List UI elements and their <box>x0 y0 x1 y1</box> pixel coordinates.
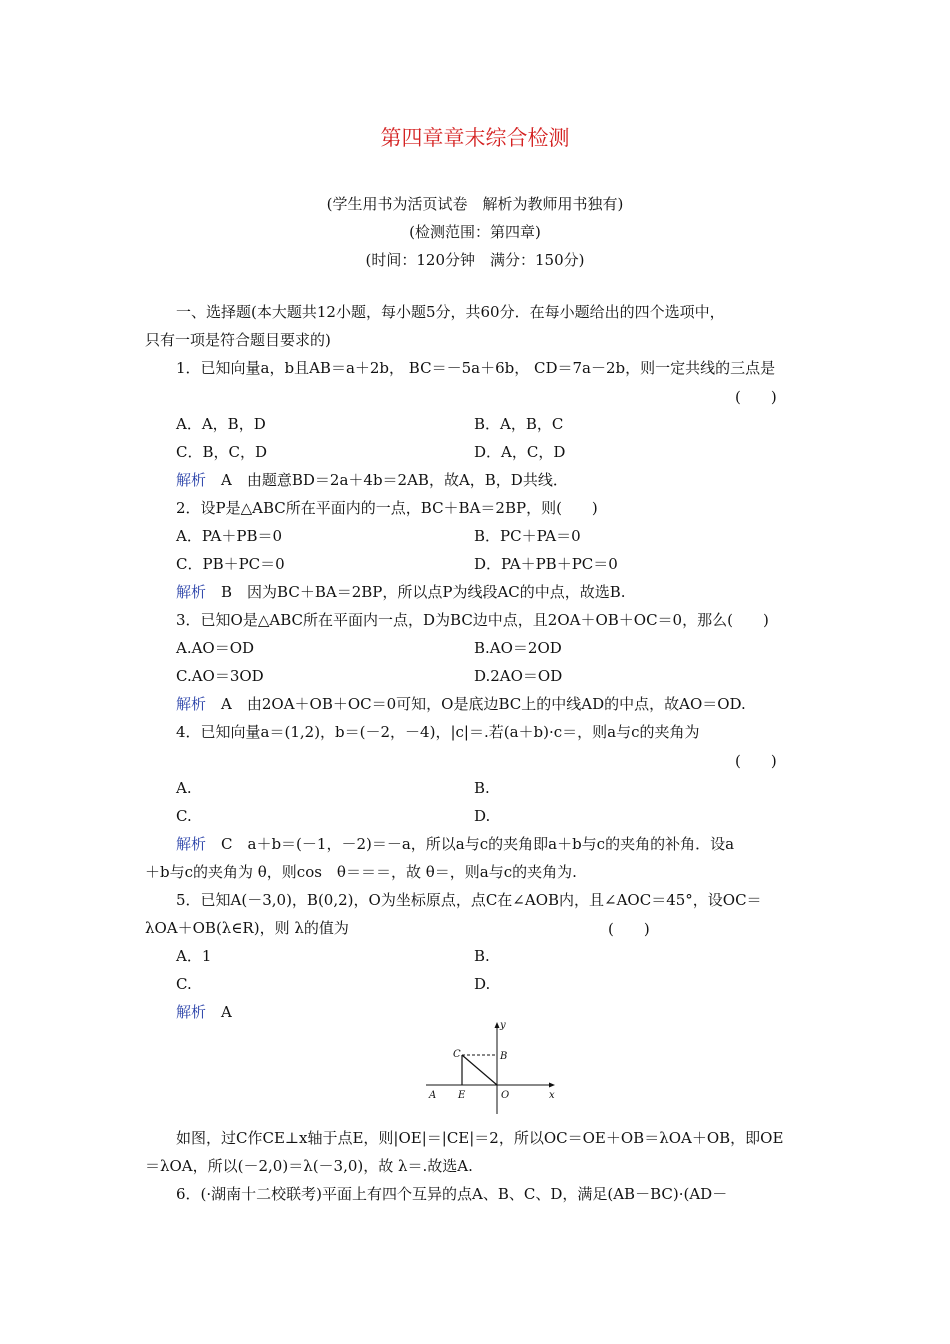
q1-option-d: D．A，C，D <box>474 443 566 461</box>
q2-option-b: B．PC＋PA＝0 <box>474 527 581 545</box>
q4-option-d: D. <box>474 807 491 825</box>
q5-analysis-text: A <box>221 1003 232 1021</box>
q5-stem: 5．已知A(－3,0)，B(0,2)，O为坐标原点，点C在∠AOB内，且∠AOC＝45°，设OC＝ <box>176 891 762 909</box>
point-b-label: B <box>500 1051 508 1062</box>
q2-analysis-text: B 因为BC＋BA＝2BP，所以点P为线段AC的中点，故选B. <box>221 583 626 601</box>
q1-analysis <box>176 470 568 490</box>
analysis-label: 解析 <box>176 1003 207 1021</box>
header-note: (学生用书为活页试卷 解析为教师用书独有) <box>326 195 624 213</box>
y-axis-arrow <box>495 1022 500 1028</box>
q5-option-a: A．1 <box>176 947 212 965</box>
q1-option-a: A．A，B，D <box>176 415 266 433</box>
q5-option-d: D. <box>474 975 491 993</box>
q4-analysis <box>176 834 734 854</box>
section-intro: 一、选择题(本大题共12小题，每小题5分，共60分．在每小题给出的四个选项中， <box>176 303 725 321</box>
analysis-label: 解析 <box>176 583 207 601</box>
q5-stem-cont: λOA＋OB(λ∈R)，则 λ的值为 <box>145 919 349 937</box>
analysis-label: 解析 <box>176 835 207 853</box>
q3-option-b: B.AO＝2OD <box>474 639 562 657</box>
q5-solution: 如图，过C作CE⊥x轴于点E，则|OE|＝|CE|＝2，所以OC＝OE＋OB＝λOA＋OB，即OE <box>176 1129 784 1147</box>
q3-option-c: C.AO＝3OD <box>176 667 264 685</box>
coordinate-figure <box>420 1018 560 1118</box>
q1-analysis-text: A 由题意BD＝2a＋4b＝2AB，故A，B，D共线． <box>221 471 568 489</box>
q2-option-a: A．PA＋PB＝0 <box>176 527 283 545</box>
q1-option-c: C．B，C，D <box>176 443 268 461</box>
header-scope: (检测范围：第四章) <box>409 223 541 241</box>
q3-option-a: A.AO＝OD <box>176 639 255 657</box>
q5-analysis <box>176 1002 232 1022</box>
q4-stem: 4．已知向量a＝(1,2)，b＝(－2，－4)，|c|＝.若(a＋b)·c＝，则a与c的夹角为 <box>176 723 700 741</box>
q1-paren: ( ) <box>735 388 777 406</box>
point-o-label: O <box>501 1090 510 1101</box>
q1-option-b: B．A，B，C <box>474 415 564 433</box>
point-c-label: C <box>453 1049 461 1060</box>
header-time: (时间：120分钟 满分：150分) <box>365 251 585 269</box>
q4-option-b: B. <box>474 779 490 797</box>
q5-option-b: B. <box>474 947 490 965</box>
q3-analysis-text: A 由2OA＋OB＋OC＝0可知，O是底边BC上的中线AD的中点，故AO＝OD. <box>221 695 746 713</box>
analysis-label: 解析 <box>176 695 207 713</box>
point-e-label: E <box>458 1090 466 1101</box>
q4-analysis-text: C a＋b＝(－1，－2)＝－a，所以a与c的夹角即a＋b与c的夹角的补角．设a <box>221 835 735 853</box>
q2-option-c: C．PB＋PC＝0 <box>176 555 285 573</box>
q2-analysis <box>176 582 626 602</box>
x-axis-arrow <box>549 1083 555 1088</box>
q3-stem: 3．已知O是△ABC所在平面内一点，D为BC边中点，且2OA＋OB＋OC＝0，那么( ) <box>176 611 769 629</box>
q2-stem: 2．设P是△ABC所在平面内的一点，BC＋BA＝2BP，则( ) <box>176 499 598 517</box>
q5-solution-cont: ＝λOA，所以(－2,0)＝λ(－3,0)，故 λ＝.故选A. <box>145 1157 473 1175</box>
point-a-label: A <box>429 1090 437 1101</box>
q3-option-d: D.2AO＝OD <box>474 667 563 685</box>
q4-analysis-cont: ＋b与c的夹角为 θ，则cos θ＝＝＝，故 θ＝，则a与c的夹角为. <box>145 863 577 881</box>
y-axis-label: y <box>500 1020 506 1031</box>
q6-stem: 6．(·湖南十二校联考)平面上有四个互异的点A、B、C、D，满足(AB－BC)·(AD－ <box>176 1185 728 1203</box>
q4-option-a: A. <box>176 779 192 797</box>
q5-paren: ( ) <box>608 920 650 938</box>
q4-option-c: C. <box>176 807 192 825</box>
co-segment <box>462 1055 497 1085</box>
q2-option-d: D．PA＋PB＋PC＝0 <box>474 555 618 573</box>
section-intro-cont: 只有一项是符合题目要求的) <box>145 331 331 349</box>
q5-option-c: C. <box>176 975 192 993</box>
q3-analysis <box>176 694 746 714</box>
x-axis-label: x <box>549 1090 555 1101</box>
analysis-label: 解析 <box>176 471 207 489</box>
q1-stem: 1．已知向量a，b且AB＝a＋2b， BC＝－5a＋6b， CD＝7a－2b，则一定共线的三点是 <box>176 359 776 377</box>
page-title: 第四章章末综合检测 <box>380 126 570 150</box>
q4-paren: ( ) <box>735 752 777 770</box>
